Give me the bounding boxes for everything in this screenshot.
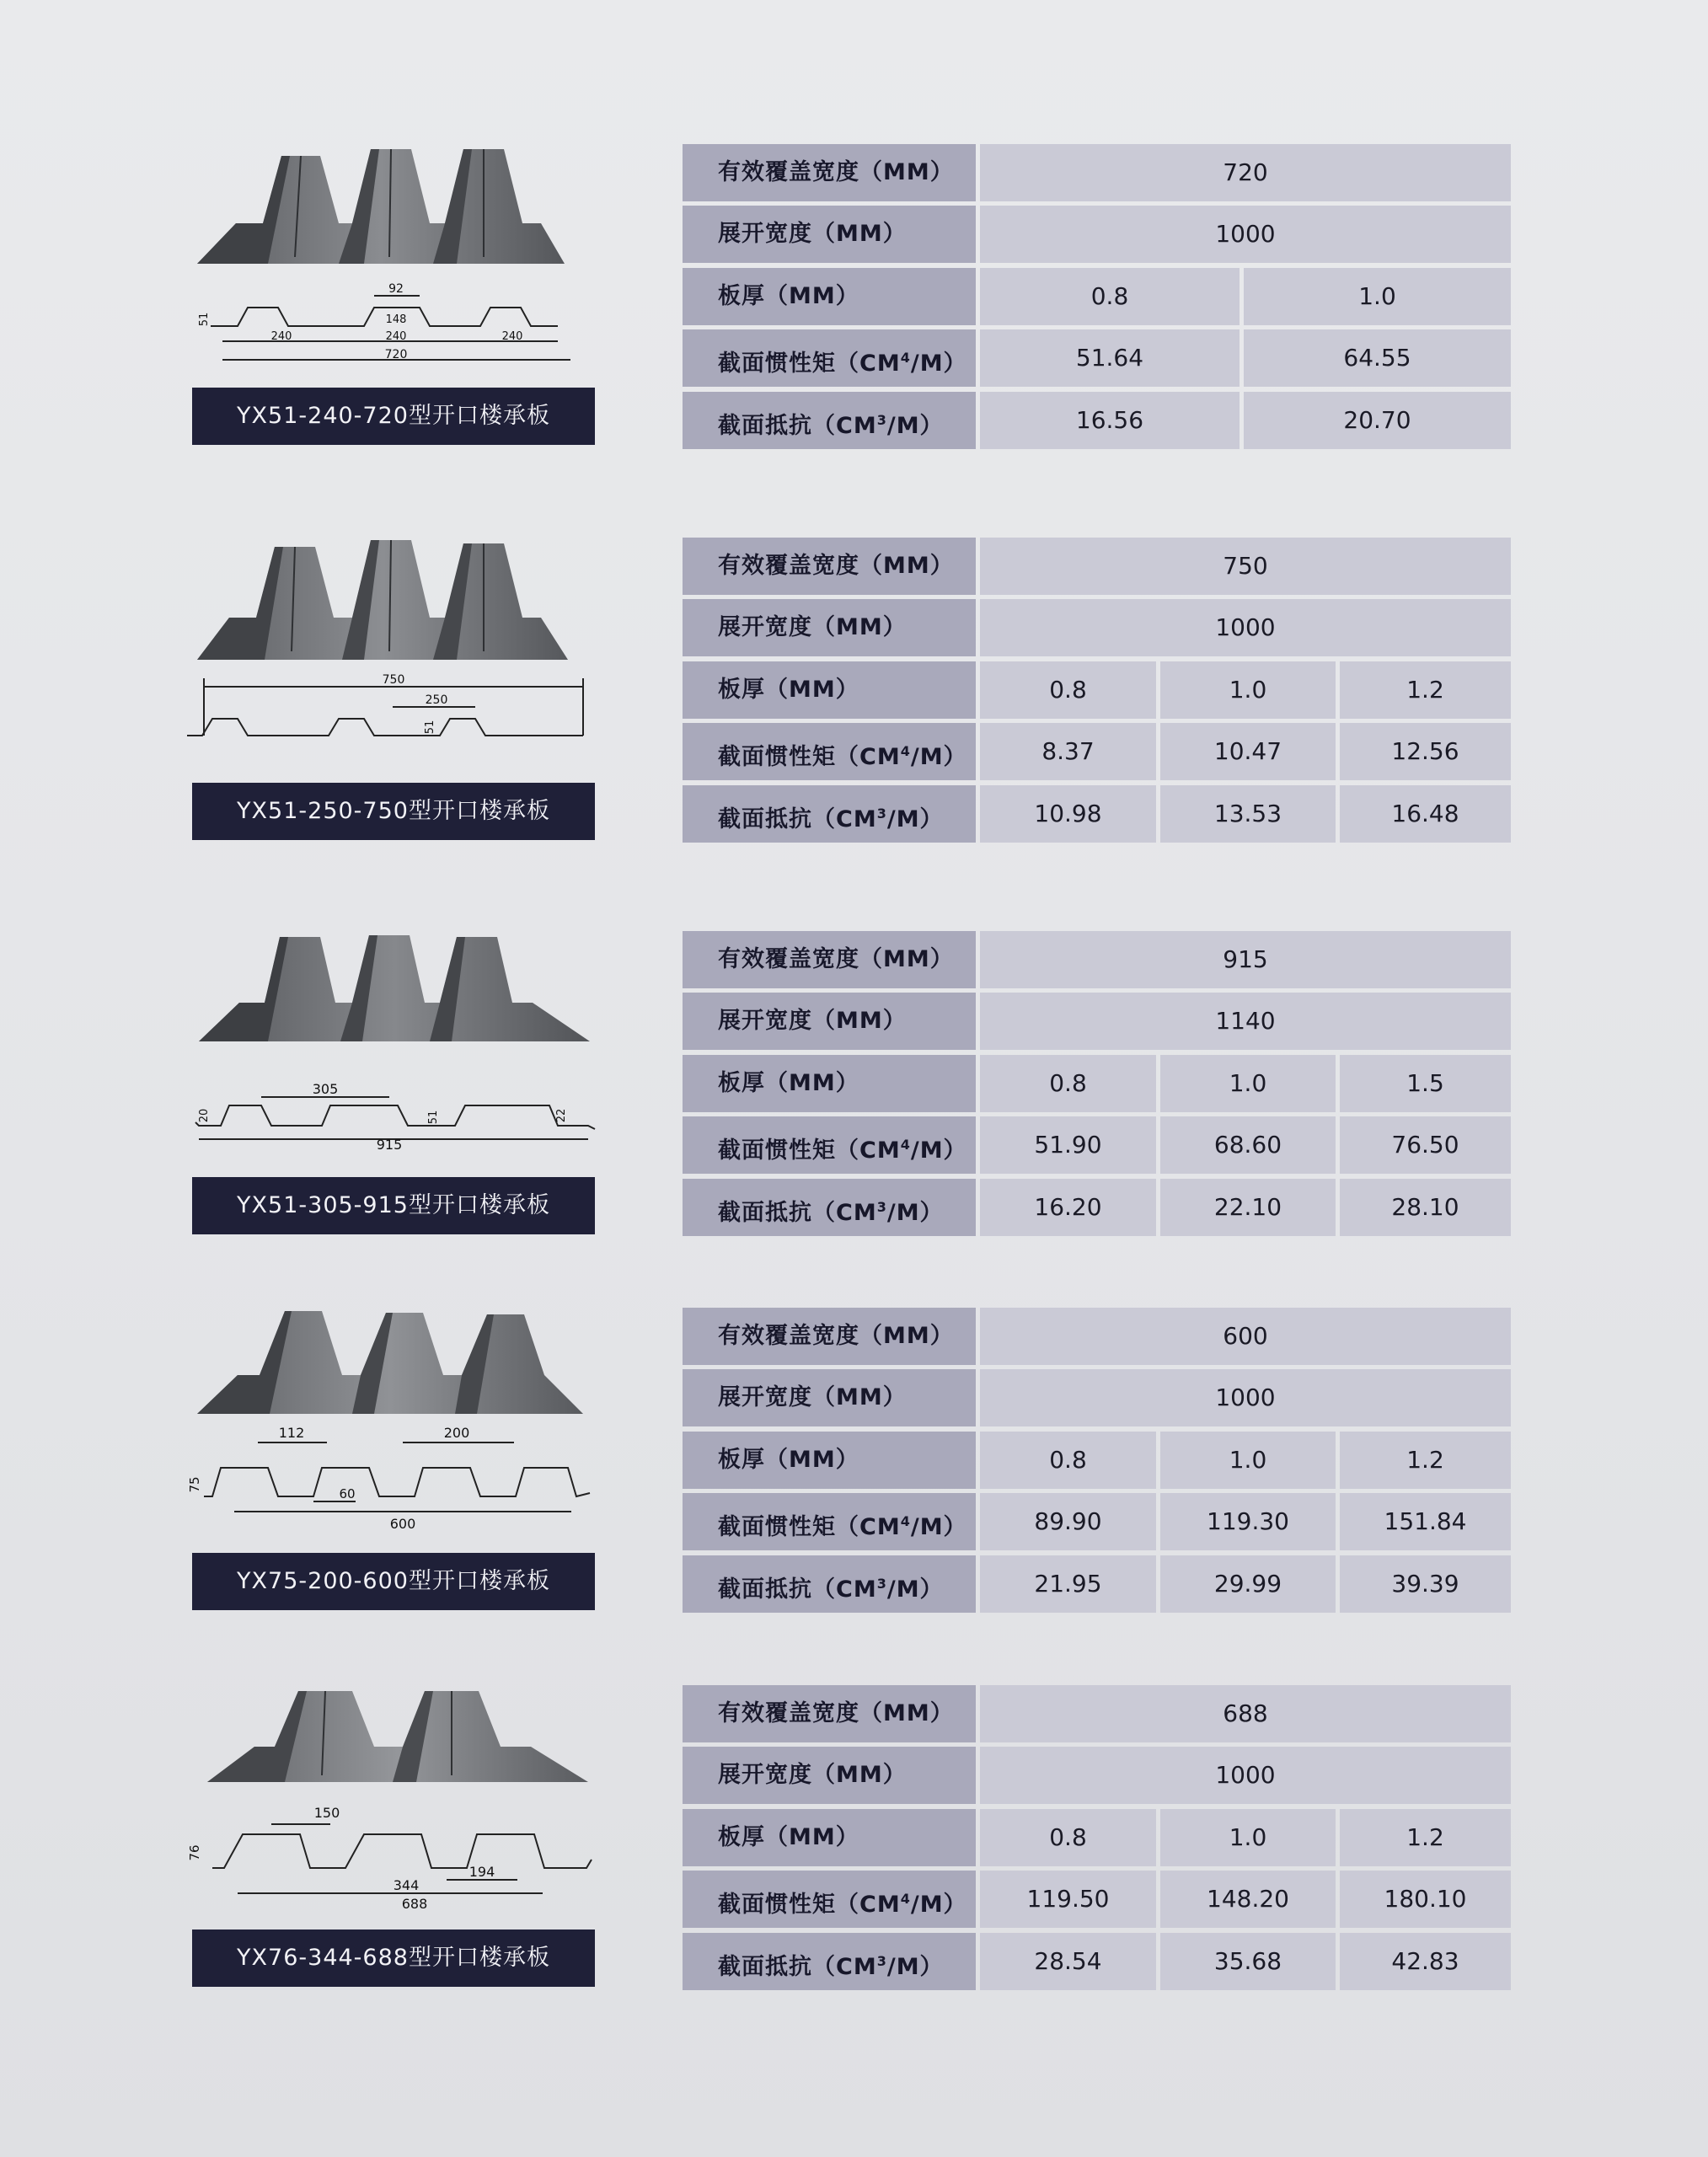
label-resistance: 截面抵抗$(CM^3/M)$ xyxy=(683,785,976,843)
dim-label: 194 xyxy=(468,1864,495,1880)
value-cover-width: 915 xyxy=(980,931,1511,988)
panel-illustration-2 xyxy=(187,533,600,761)
value-inertia: 51.90 xyxy=(980,1116,1156,1174)
dim-label: 240 xyxy=(501,330,523,343)
value-inertia: 10.47 xyxy=(1160,723,1336,780)
dim-label: 250 xyxy=(425,693,448,707)
label-cover-width: 有效覆盖宽度（MM） xyxy=(683,931,976,988)
label-unfold-width: 展开宽度（MM） xyxy=(683,1747,976,1804)
dim-label: 240 xyxy=(385,330,407,343)
panel-block-3 xyxy=(0,927,1708,1247)
dim-label: 720 xyxy=(384,348,408,361)
dim-label: 22 xyxy=(555,1108,568,1123)
panel-render-4 xyxy=(187,1303,600,1530)
panel-block-4 xyxy=(0,1303,1708,1623)
value-unfold-width: 1000 xyxy=(980,206,1511,263)
panel-caption: YX51-250-750型开口楼承板 xyxy=(192,783,595,840)
value-thickness: 0.8 xyxy=(980,1432,1156,1489)
row-thickness xyxy=(683,268,1511,325)
value-inertia: 119.30 xyxy=(1160,1493,1336,1550)
label-cover-width: 有效覆盖宽度（MM） xyxy=(683,1308,976,1365)
value-resistance: 29.99 xyxy=(1160,1555,1336,1613)
row-cover-width xyxy=(683,931,1511,988)
value-inertia: 68.60 xyxy=(1160,1116,1336,1174)
dim-label: 600 xyxy=(389,1516,416,1530)
dim-label: 240 xyxy=(270,330,292,343)
label-inertia: 截面惯性矩$(CM^4/M)$ xyxy=(683,329,976,387)
dim-label: 51 xyxy=(198,312,211,327)
label-cover-width: 有效覆盖宽度（MM） xyxy=(683,1685,976,1742)
value-inertia: 64.55 xyxy=(1244,329,1511,387)
value-thickness: 0.8 xyxy=(980,1809,1156,1866)
value-thickness: 1.0 xyxy=(1160,1809,1336,1866)
dim-label: 305 xyxy=(312,1081,339,1097)
row-resistance xyxy=(683,1555,1511,1613)
dim-label: 75 xyxy=(187,1476,202,1493)
panel-caption: YX51-305-915型开口楼承板 xyxy=(192,1177,595,1234)
panel-render-5 xyxy=(187,1681,600,1908)
value-resistance: 16.56 xyxy=(980,392,1240,449)
row-thickness xyxy=(683,1432,1511,1489)
value-thickness: 1.0 xyxy=(1244,268,1511,325)
value-inertia: 119.50 xyxy=(980,1871,1156,1928)
label-thickness: 板厚（MM） xyxy=(683,1055,976,1112)
value-cover-width: 600 xyxy=(980,1308,1511,1365)
value-cover-width: 688 xyxy=(980,1685,1511,1742)
row-thickness xyxy=(683,661,1511,719)
spec-table-5 xyxy=(683,1685,1511,1990)
value-resistance: 21.95 xyxy=(980,1555,1156,1613)
value-resistance: 20.70 xyxy=(1244,392,1511,449)
label-unfold-width: 展开宽度（MM） xyxy=(683,1369,976,1426)
label-unfold-width: 展开宽度（MM） xyxy=(683,993,976,1050)
value-thickness: 0.8 xyxy=(980,661,1156,719)
dim-label: 148 xyxy=(385,313,407,326)
row-inertia xyxy=(683,1116,1511,1174)
label-resistance: 截面抵抗$(CM^3/M)$ xyxy=(683,1933,976,1990)
value-resistance: 39.39 xyxy=(1340,1555,1511,1613)
dim-label: 200 xyxy=(443,1425,470,1441)
dim-label: 150 xyxy=(313,1805,340,1821)
value-cover-width: 720 xyxy=(980,144,1511,201)
panel-block-2 xyxy=(0,533,1708,854)
row-thickness xyxy=(683,1055,1511,1112)
dim-label: 112 xyxy=(278,1425,305,1441)
panel-block-1 xyxy=(0,139,1708,459)
value-resistance: 28.54 xyxy=(980,1933,1156,1990)
dim-label: 915 xyxy=(376,1137,403,1153)
dim-label: 344 xyxy=(393,1877,420,1893)
row-resistance xyxy=(683,1179,1511,1236)
value-thickness: 0.8 xyxy=(980,268,1240,325)
dim-label: 60 xyxy=(339,1486,356,1501)
dim-label: 20 xyxy=(198,1108,211,1123)
value-resistance: 13.53 xyxy=(1160,785,1336,843)
value-cover-width: 750 xyxy=(980,538,1511,595)
row-inertia xyxy=(683,723,1511,780)
label-unfold-width: 展开宽度（MM） xyxy=(683,599,976,656)
row-unfold-width xyxy=(683,599,1511,656)
value-thickness: 1.5 xyxy=(1340,1055,1511,1112)
panel-illustration-1 xyxy=(187,139,600,367)
value-resistance: 22.10 xyxy=(1160,1179,1336,1236)
value-inertia: 76.50 xyxy=(1340,1116,1511,1174)
row-inertia xyxy=(683,1493,1511,1550)
dim-label: 750 xyxy=(382,673,405,687)
spec-table-4 xyxy=(683,1308,1511,1613)
dim-label: 688 xyxy=(401,1896,428,1908)
row-resistance xyxy=(683,1933,1511,1990)
row-thickness xyxy=(683,1809,1511,1866)
value-inertia: 180.10 xyxy=(1340,1871,1511,1928)
dim-label: 92 xyxy=(388,282,404,296)
value-thickness: 1.0 xyxy=(1160,1432,1336,1489)
value-resistance: 16.20 xyxy=(980,1179,1156,1236)
label-unfold-width: 展开宽度（MM） xyxy=(683,206,976,263)
value-unfold-width: 1000 xyxy=(980,599,1511,656)
row-unfold-width xyxy=(683,1747,1511,1804)
spec-table-1 xyxy=(683,144,1511,449)
value-inertia: 8.37 xyxy=(980,723,1156,780)
dim-label: 51 xyxy=(424,720,436,735)
label-resistance: 截面抵抗$(CM^3/M)$ xyxy=(683,392,976,449)
value-unfold-width: 1000 xyxy=(980,1747,1511,1804)
row-inertia xyxy=(683,329,1511,387)
label-cover-width: 有效覆盖宽度（MM） xyxy=(683,538,976,595)
row-cover-width xyxy=(683,1308,1511,1365)
panel-caption: YX75-200-600型开口楼承板 xyxy=(192,1553,595,1610)
spec-table-3 xyxy=(683,931,1511,1236)
value-inertia: 89.90 xyxy=(980,1493,1156,1550)
value-thickness: 1.2 xyxy=(1340,1809,1511,1866)
label-cover-width: 有效覆盖宽度（MM） xyxy=(683,144,976,201)
dim-label: 76 xyxy=(187,1844,202,1861)
row-resistance xyxy=(683,785,1511,843)
spec-table-2 xyxy=(683,538,1511,843)
value-resistance: 42.83 xyxy=(1340,1933,1511,1990)
value-thickness: 1.2 xyxy=(1340,1432,1511,1489)
panel-illustration-4 xyxy=(187,1303,600,1530)
label-resistance: 截面抵抗$(CM^3/M)$ xyxy=(683,1555,976,1613)
label-inertia: 截面惯性矩$(CM^4/M)$ xyxy=(683,723,976,780)
row-inertia xyxy=(683,1871,1511,1928)
row-cover-width xyxy=(683,1685,1511,1742)
value-thickness: 1.0 xyxy=(1160,661,1336,719)
row-unfold-width xyxy=(683,993,1511,1050)
value-thickness: 1.2 xyxy=(1340,661,1511,719)
row-unfold-width xyxy=(683,1369,1511,1426)
label-inertia: 截面惯性矩$(CM^4/M)$ xyxy=(683,1871,976,1928)
label-thickness: 板厚（MM） xyxy=(683,268,976,325)
label-inertia: 截面惯性矩$(CM^4/M)$ xyxy=(683,1116,976,1174)
panel-illustration-3 xyxy=(187,927,600,1154)
dim-label: 51 xyxy=(427,1110,440,1125)
panel-illustration-5 xyxy=(187,1681,600,1908)
panel-caption: YX76-344-688型开口楼承板 xyxy=(192,1930,595,1987)
row-cover-width xyxy=(683,538,1511,595)
row-unfold-width xyxy=(683,206,1511,263)
value-resistance: 28.10 xyxy=(1340,1179,1511,1236)
value-inertia: 51.64 xyxy=(980,329,1240,387)
panel-render-3 xyxy=(187,927,600,1154)
value-inertia: 12.56 xyxy=(1340,723,1511,780)
label-inertia: 截面惯性矩$(CM^4/M)$ xyxy=(683,1493,976,1550)
value-unfold-width: 1140 xyxy=(980,993,1511,1050)
value-thickness: 1.0 xyxy=(1160,1055,1336,1112)
label-thickness: 板厚（MM） xyxy=(683,1809,976,1866)
panel-caption: YX51-240-720型开口楼承板 xyxy=(192,388,595,445)
value-inertia: 148.20 xyxy=(1160,1871,1336,1928)
panel-render-2 xyxy=(187,533,600,761)
value-resistance: 35.68 xyxy=(1160,1933,1336,1990)
value-inertia: 151.84 xyxy=(1340,1493,1511,1550)
value-thickness: 0.8 xyxy=(980,1055,1156,1112)
label-resistance: 截面抵抗$(CM^3/M)$ xyxy=(683,1179,976,1236)
row-resistance xyxy=(683,392,1511,449)
panel-block-5 xyxy=(0,1681,1708,2001)
row-cover-width xyxy=(683,144,1511,201)
label-thickness: 板厚（MM） xyxy=(683,1432,976,1489)
value-resistance: 16.48 xyxy=(1340,785,1511,843)
panel-render-1 xyxy=(187,139,600,367)
value-unfold-width: 1000 xyxy=(980,1369,1511,1426)
label-thickness: 板厚（MM） xyxy=(683,661,976,719)
value-resistance: 10.98 xyxy=(980,785,1156,843)
